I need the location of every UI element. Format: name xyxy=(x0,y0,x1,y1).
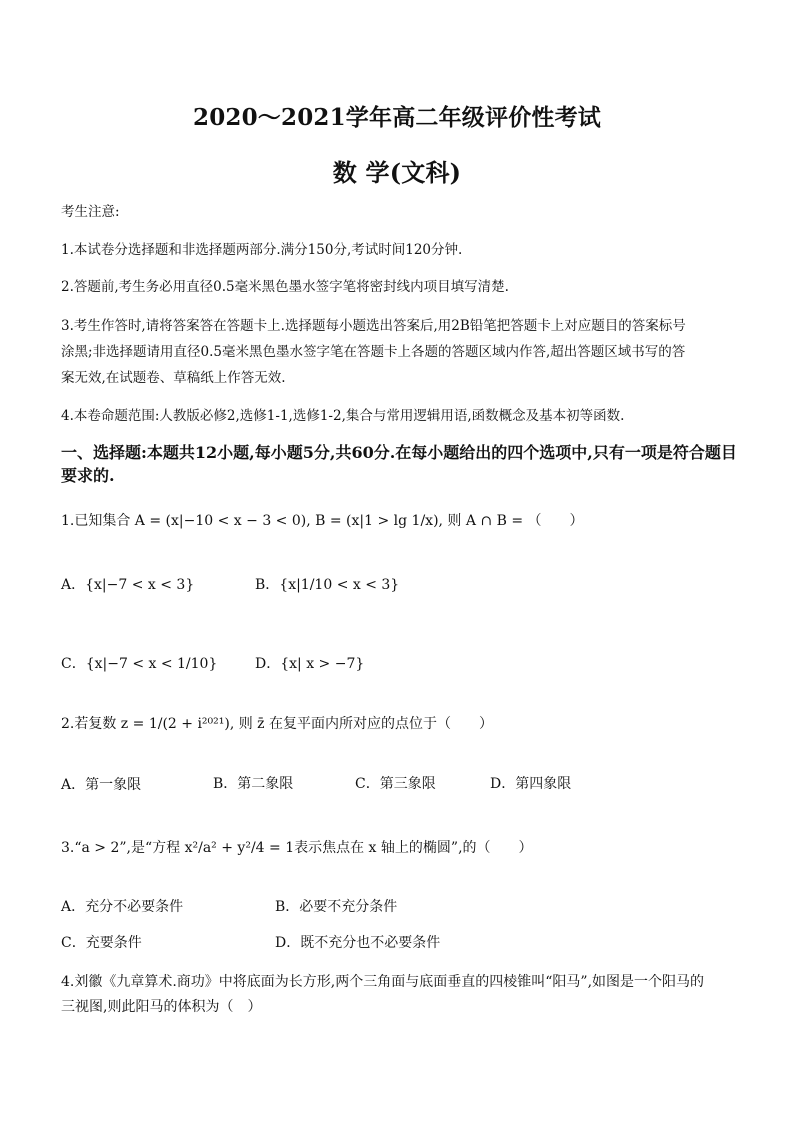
question-2-option-b: B．第二象限 xyxy=(213,776,294,792)
question-2-option-c: C．第三象限 xyxy=(355,776,436,792)
question-3-option-b: B．必要不充分条件 xyxy=(275,899,398,915)
question-3-option-a: A．充分不必要条件 xyxy=(61,899,184,915)
notice-item-3-line-3: 案无效,在试题卷、草稿纸上作答无效. xyxy=(61,370,286,386)
question-1-stem: 1.已知集合 A = (x|−10 < x − 3 < 0), B = (x|1 > lg 1/x), 则 A ∩ B = （ ） xyxy=(61,513,584,529)
notice-item-2: 2.答题前,考生务必用直径0.5毫米黑色墨水签字笔将密封线内项目填写清楚. xyxy=(61,279,509,295)
question-2-stem: 2.若复数 z = 1/(2 + i²⁰²¹), 则 z̄ 在复平面内所对应的点位于（ ） xyxy=(61,716,494,732)
question-2-option-d: D．第四象限 xyxy=(490,776,572,792)
question-4-stem-line-1: 4.刘徽《九章算术.商功》中将底面为长方形,两个三角面与底面垂直的四棱锥叫“阳马”,如图是一个阳马的 xyxy=(61,974,705,990)
question-1-option-b: B．{x|1/10 < x < 3} xyxy=(255,577,400,593)
notice-item-3-line-2: 涂黑;非选择题请用直径0.5毫米黑色墨水签字笔在答题卡上各题的答题区域内作答,超出答题区域书写的答 xyxy=(61,344,686,360)
notice-item-4: 4.本卷命题范围:人教版必修2,选修1-1,选修1-2,集合与常用逻辑用语,函数概念及基本初等函数. xyxy=(61,408,625,424)
notice-heading: 考生注意: xyxy=(61,204,120,220)
question-4-stem-line-2: 三视图,则此阳马的体积为（ ） xyxy=(61,999,262,1015)
question-3-stem: 3.“a > 2”,是“方程 x²/a² + y²/4 = 1表示焦点在 x 轴上的椭圆”,的（ ） xyxy=(61,840,533,856)
question-2-option-a: A．第一象限 xyxy=(61,777,142,793)
notice-item-3-line-1: 3.考生作答时,请将答案答在答题卡上.选择题每小题选出答案后,用2B铅笔把答题卡上对应题目的答案标号 xyxy=(61,318,686,334)
question-1-option-a: A．{x|−7 < x < 3} xyxy=(61,577,195,593)
notice-item-1: 1.本试卷分选择题和非选择题两部分.满分150分,考试时间120分钟. xyxy=(61,242,463,258)
section-title: 一、选择题:本题共12小题,每小题5分,共60分.在每小题给出的四个选项中,只有一项是符合题目要求的. xyxy=(61,443,737,485)
exam-title: 2020～2021学年高二年级评价性考试 xyxy=(192,104,602,131)
question-3-option-d: D．既不充分也不必要条件 xyxy=(275,935,441,951)
question-1-option-c: C．{x|−7 < x < 1/10} xyxy=(61,656,218,672)
question-3-option-c: C．充要条件 xyxy=(61,935,142,951)
question-1-option-d: D．{x| x > −7} xyxy=(255,656,365,672)
exam-subtitle: 数 学(文科) xyxy=(332,158,462,187)
